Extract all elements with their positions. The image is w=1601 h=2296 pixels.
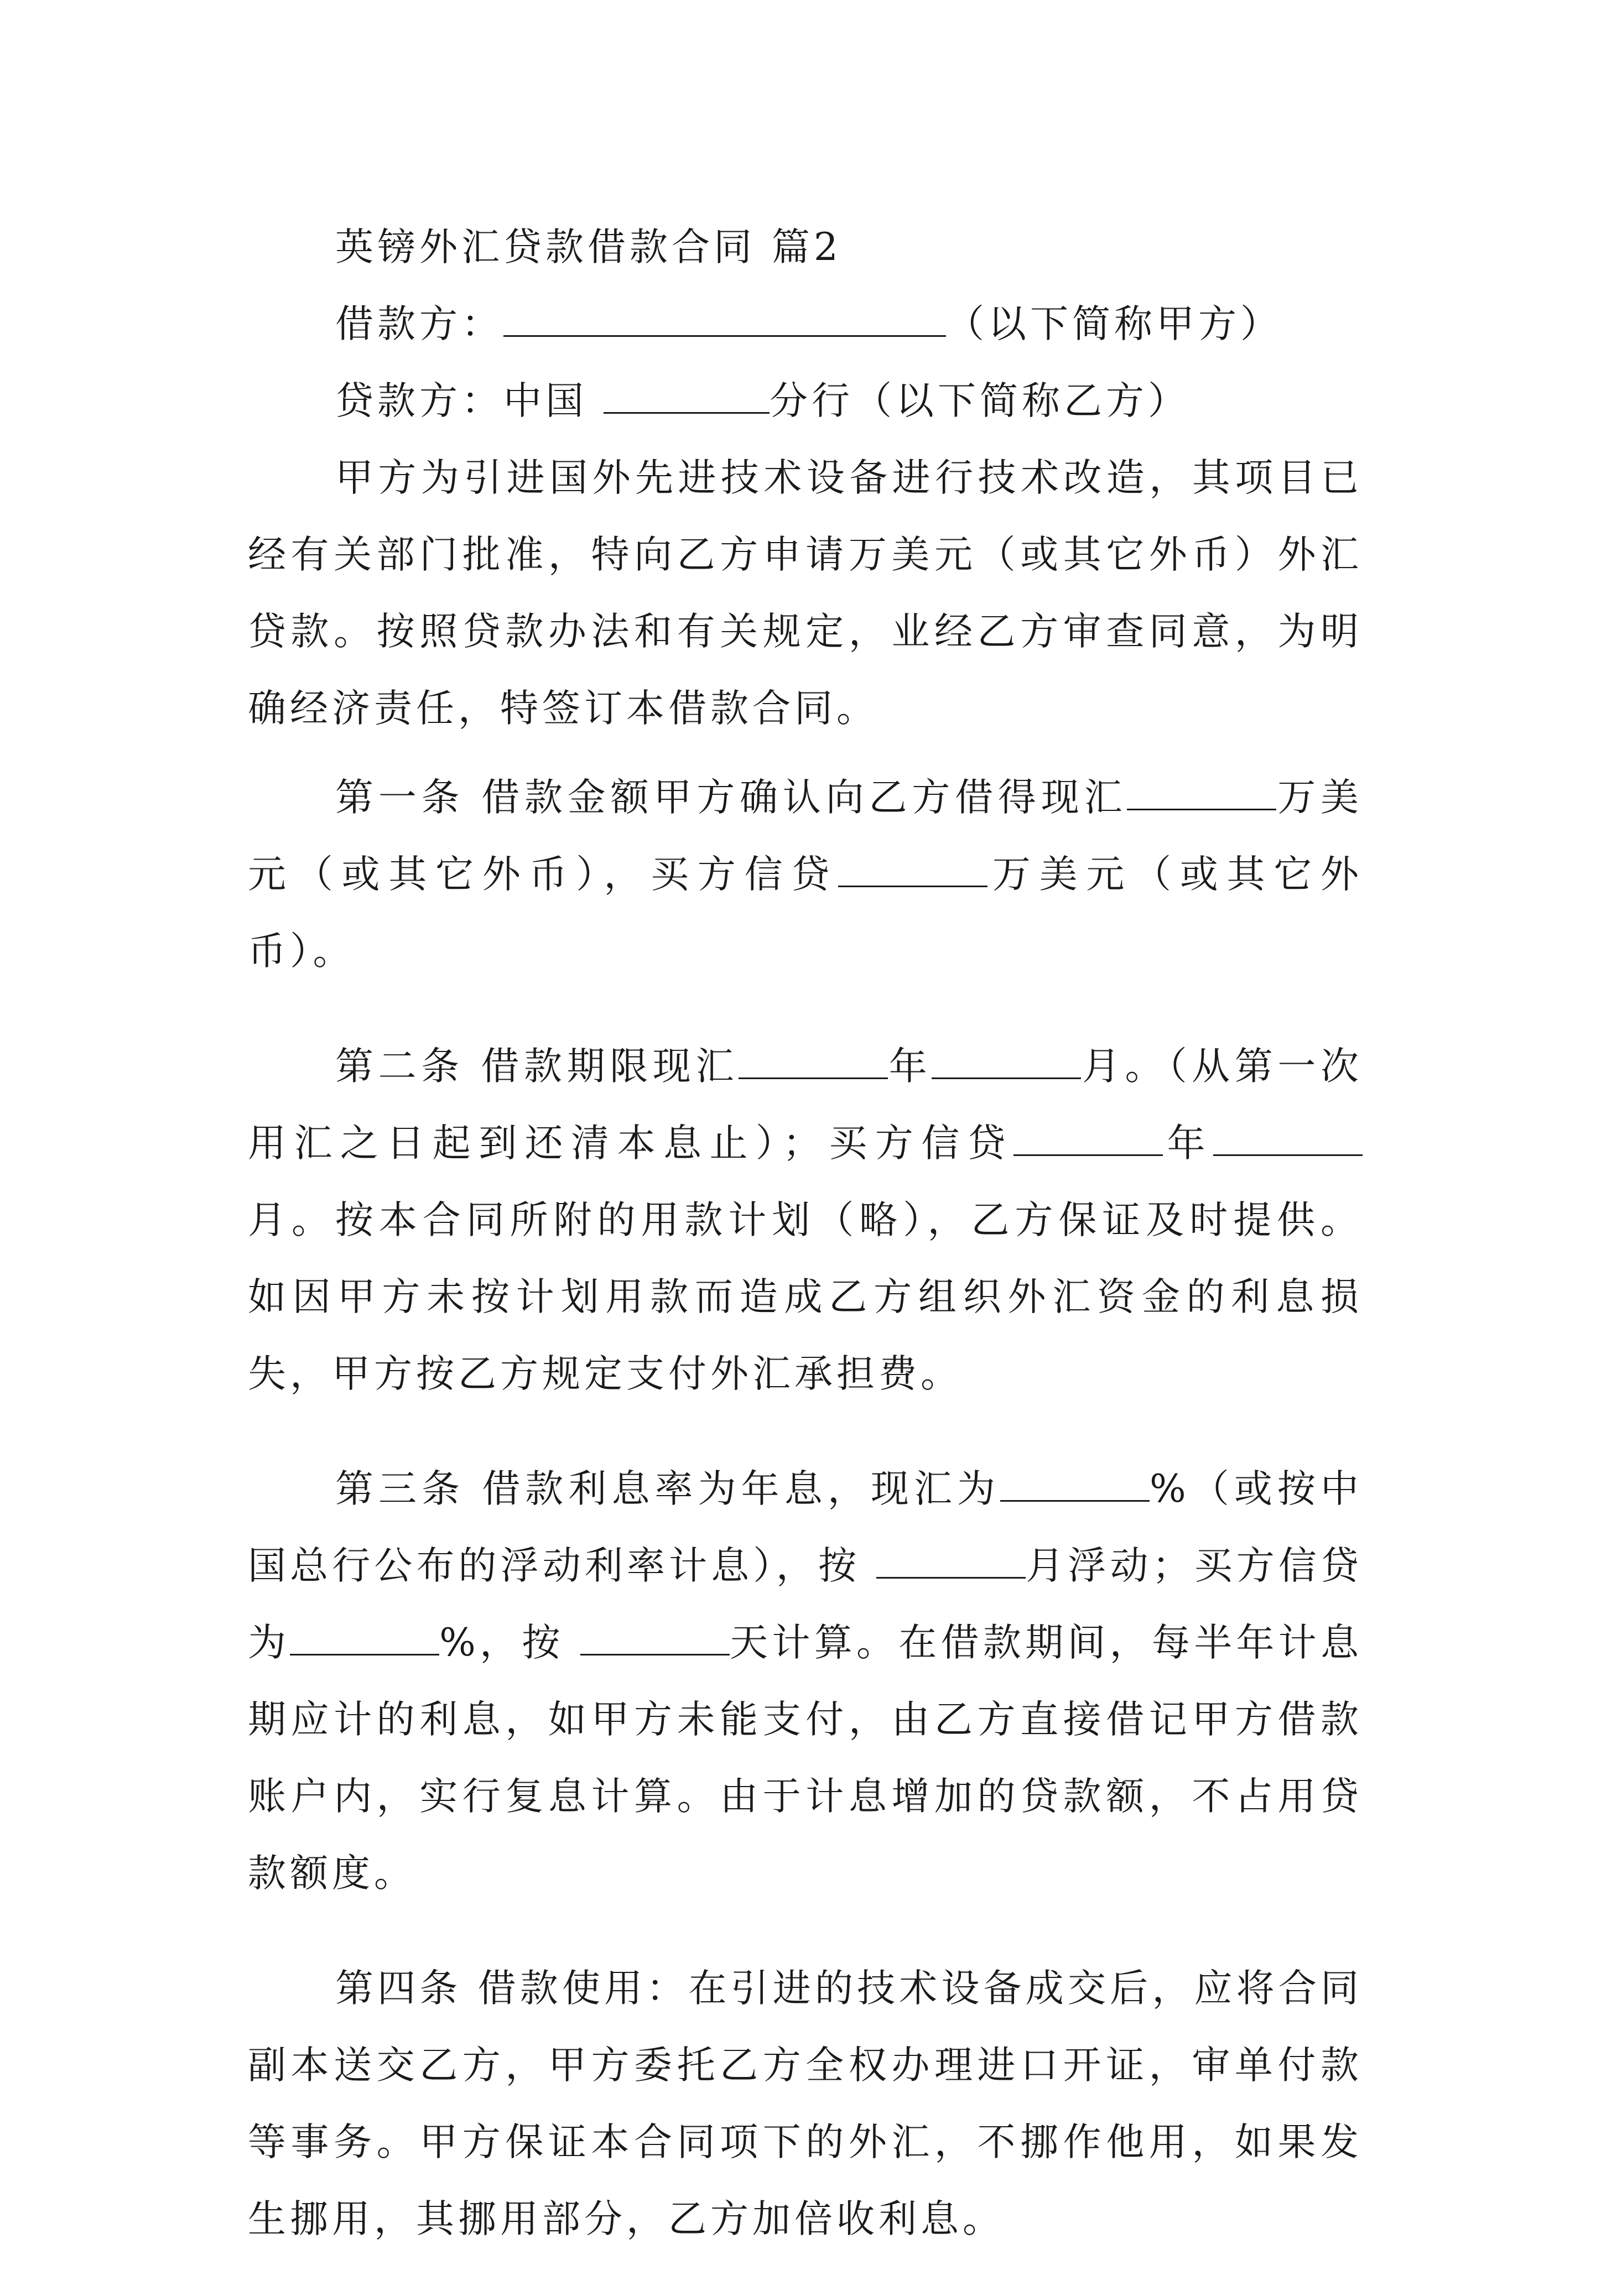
credit-years-blank (1013, 1126, 1163, 1156)
cash-rate-blank (1000, 1471, 1150, 1502)
credit-months-blank (1213, 1126, 1363, 1156)
borrower-line (248, 286, 1363, 363)
cash-months-blank (932, 1049, 1081, 1079)
cash-amount-blank (1127, 780, 1276, 810)
cash-years-blank (739, 1049, 888, 1079)
article-2: 第二条 借款期限现汇 年 月。（从第一次用汇之日起到还清本息止）；买方信贷 年月。按本合同所附的用款计划（略），乙方保证及时提供。如因甲方未按计划用款而造成乙方组织外汇资金的利息损失，甲方按乙方规定支付外汇承担费。 (248, 1044, 1363, 1396)
buyer-credit-amount-blank (838, 857, 987, 887)
document-title: 英镑外汇贷款借款合同 篇2 (335, 225, 842, 269)
contract-body (248, 209, 1363, 2296)
lender-label: 贷款方：中国 (335, 379, 604, 423)
lender-suffix: 分行（以下简称乙方） (769, 379, 1190, 423)
intro-paragraph: 甲方为引进国外先进技术设备进行技术改造，其项目已经有关部门批准，特向乙方申请万美元（或其它外币）外汇贷款。按照贷款办法和有关规定，业经乙方审查同意，为明确经济责任，特签订本借款合同。 (248, 456, 1363, 731)
article-3: 第三条 借款利息率为年息，现汇为 %（或按中国总行公布的浮动利率计息），按 月浮动；买方信贷为 %，按 天计算。在借款期间，每半年计息期应计的利息，如甲方未能支付，由乙方直接借记甲方借款账户内，实行复息计算。由于计息增加的贷款额，不占用贷款额度。 (248, 1467, 1363, 1896)
day-count-blank (580, 1625, 730, 1655)
borrower-name-blank (503, 306, 946, 337)
float-months-blank (876, 1548, 1026, 1579)
borrower-label: 借款方： (335, 302, 503, 346)
borrower-suffix: （以下简称甲方） (946, 302, 1282, 346)
article-1: 第一条 借款金额甲方确认向乙方借得现汇 万美元（或其它外币），买方信贷 万美元（或其它外币）。 (248, 775, 1363, 973)
article-4: 第四条 借款使用：在引进的技术设备成交后，应将合同副本送交乙方，甲方委托乙方全权办理进口开证，审单付款等事务。甲方保证本合同项下的外汇，不挪作他用，如果发生挪用，其挪用部分，乙方加倍收利息。 (248, 1966, 1363, 2241)
credit-rate-blank (290, 1625, 439, 1655)
lender-line (248, 363, 1363, 440)
lender-branch-blank (604, 383, 770, 414)
